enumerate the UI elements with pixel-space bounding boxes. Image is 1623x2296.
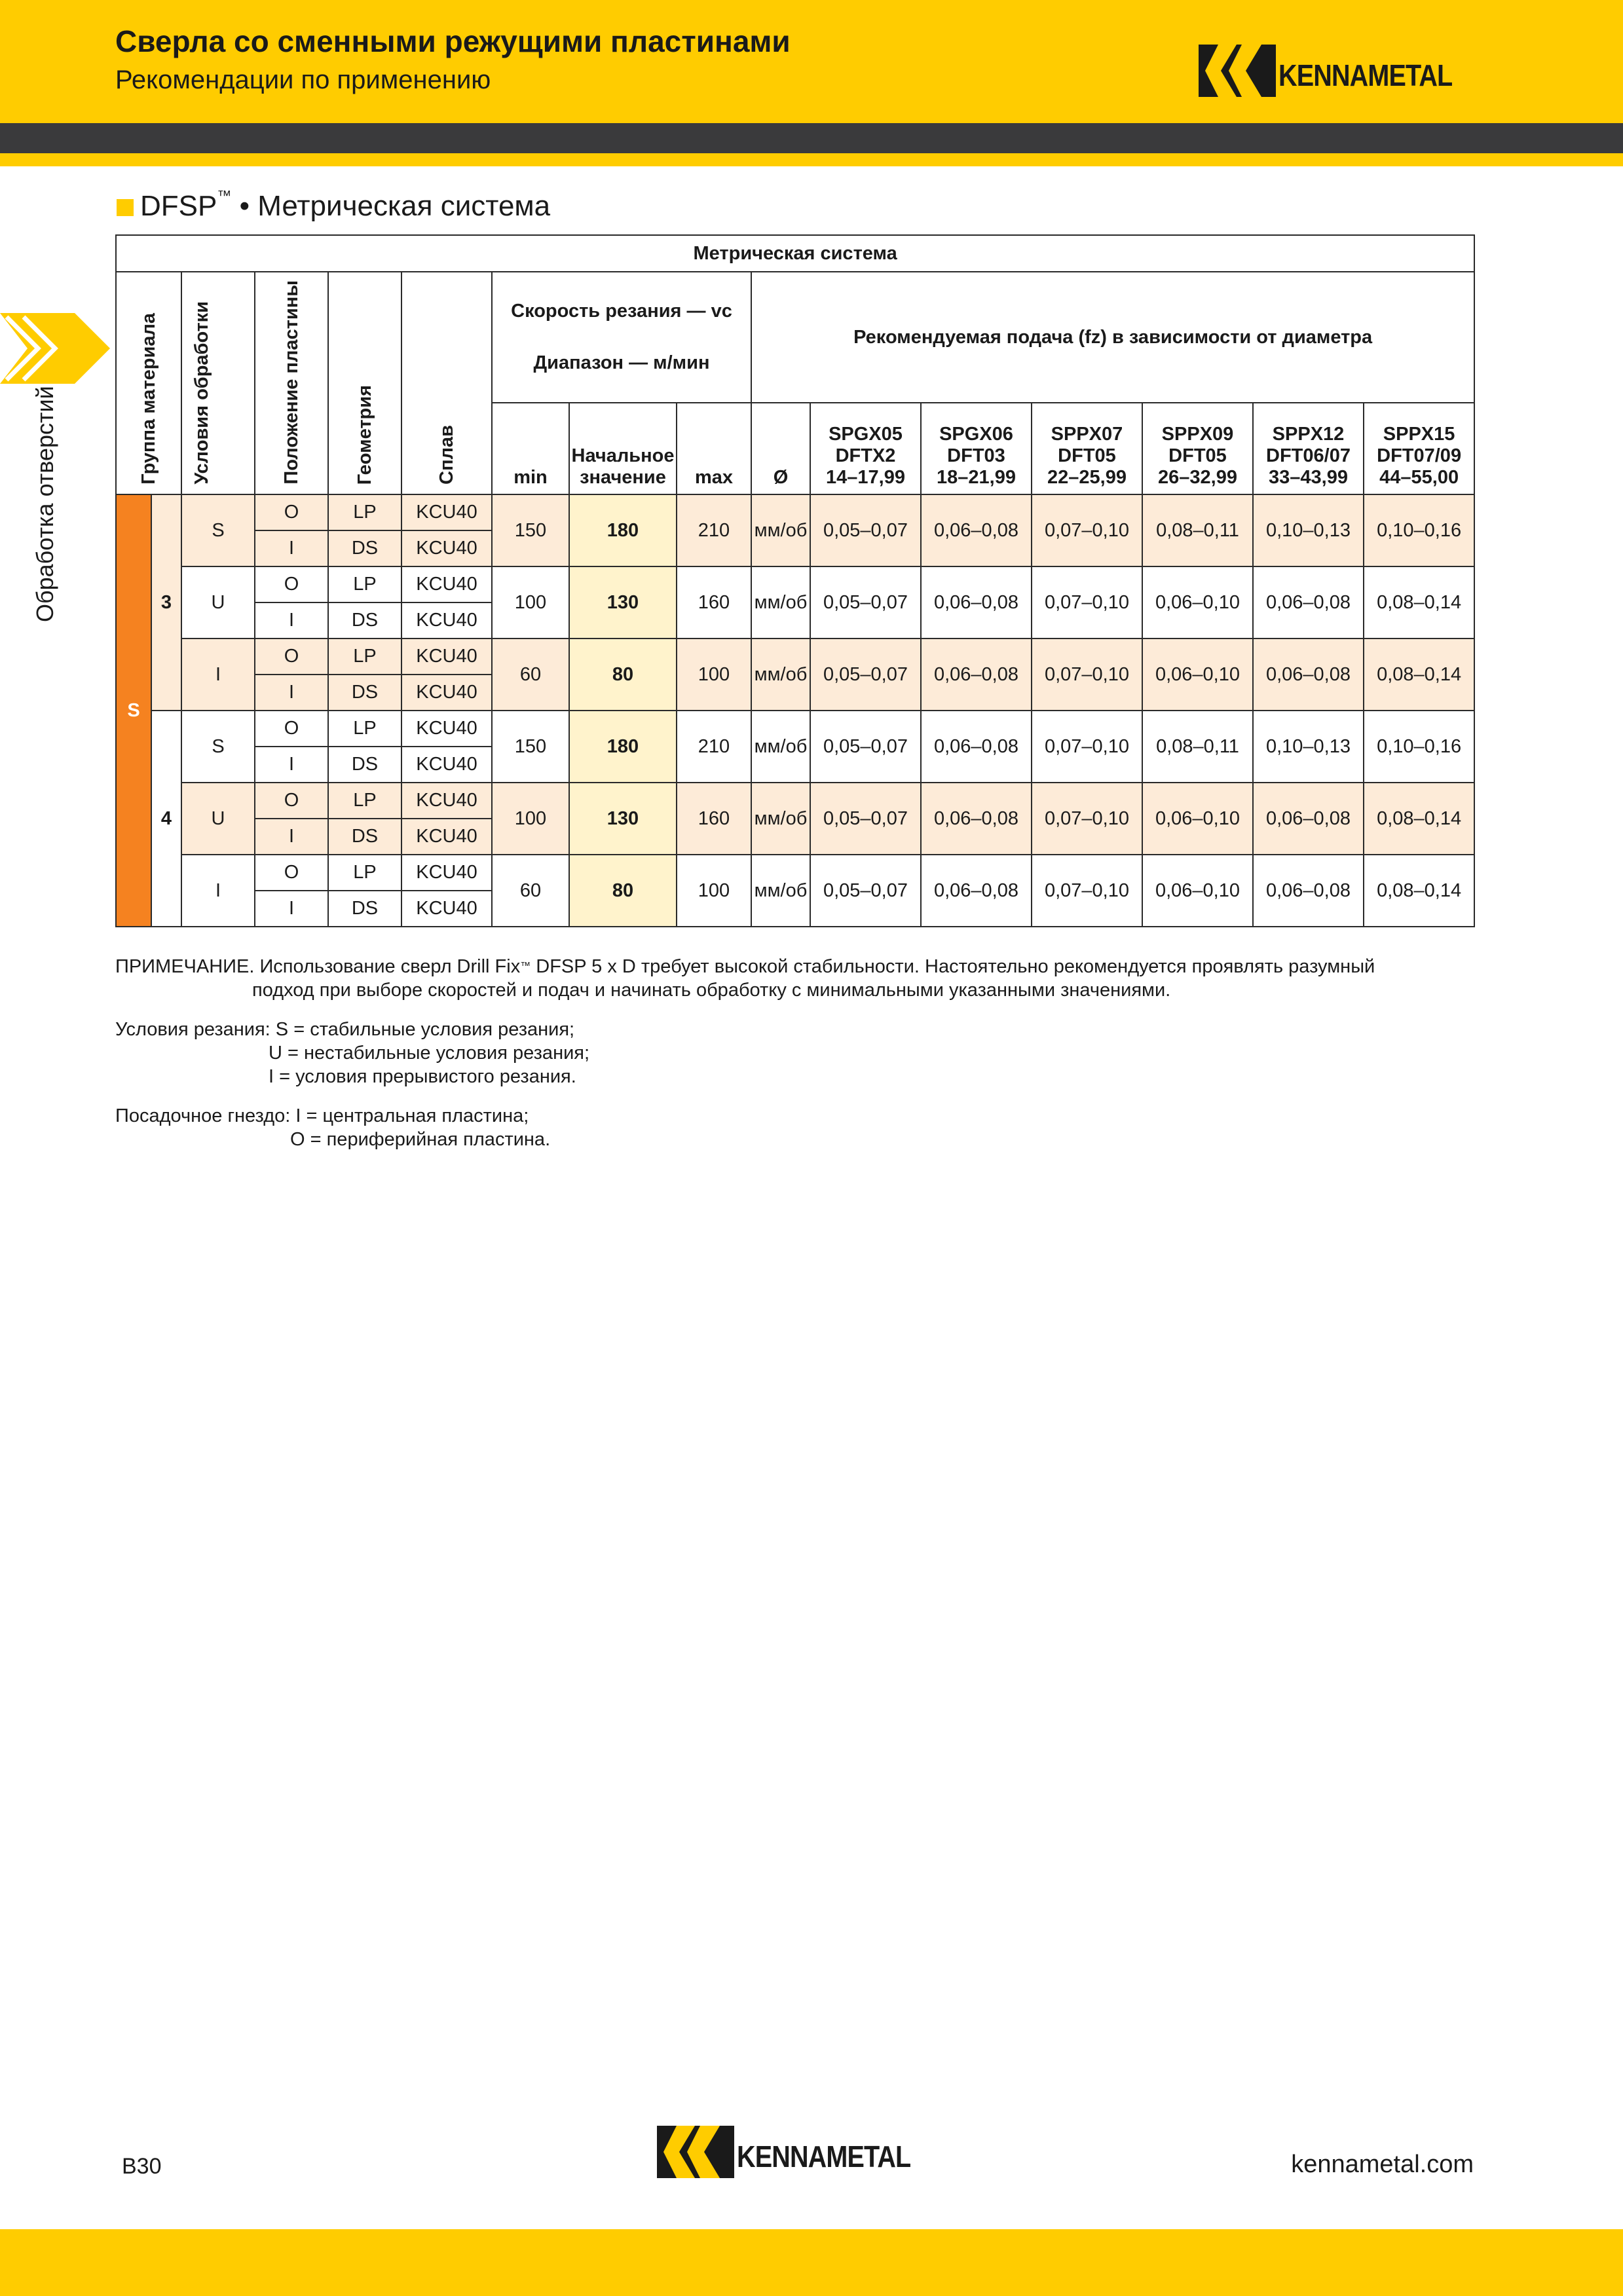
- seat-legend-line: Посадочное гнездо: I = центральная пластина;: [115, 1105, 529, 1126]
- side-chevron-icon: [0, 313, 110, 384]
- feed-cell: 0,06–0,08: [1253, 639, 1364, 711]
- grade-cell: KCU40: [401, 783, 492, 819]
- kennametal-logo[interactable]: [1199, 45, 1481, 97]
- feed-cell: 0,08–0,11: [1142, 711, 1253, 783]
- brand-wordmark: KENNAMETAL: [1278, 58, 1453, 92]
- footer-kennametal-logo[interactable]: [657, 2126, 939, 2178]
- seat-legend-line: O = периферийная пластина.: [290, 1129, 551, 1150]
- header-size: SPPX07 DFT05 22–25,99: [1032, 403, 1142, 494]
- grade-cell: KCU40: [401, 711, 492, 747]
- speed-min-cell: 60: [492, 855, 569, 927]
- feed-cell: 0,05–0,07: [810, 783, 921, 855]
- trademark-mark: ™: [520, 961, 531, 972]
- table-row: [116, 783, 1474, 819]
- header-max: max: [677, 403, 751, 494]
- speed-max-cell: 100: [677, 639, 751, 711]
- speed-min-cell: 150: [492, 711, 569, 783]
- header-conditions: Условия обработки: [181, 272, 255, 494]
- grade-cell: KCU40: [401, 747, 492, 783]
- unit-cell: мм/об: [751, 494, 810, 566]
- speed-max-cell: 210: [677, 494, 751, 566]
- feed-cell: 0,07–0,10: [1032, 711, 1142, 783]
- speed-start-cell: 130: [569, 566, 677, 639]
- grade-cell: KCU40: [401, 566, 492, 602]
- feed-cell: 0,10–0,16: [1364, 494, 1474, 566]
- section-name: DFSP: [140, 190, 217, 222]
- table-row: [116, 566, 1474, 602]
- speed-start-cell: 180: [569, 711, 677, 783]
- unit-cell: мм/об: [751, 711, 810, 783]
- conditions-legend-line: Условия резания: S = стабильные условия резания;: [115, 1019, 575, 1040]
- feed-cell: 0,08–0,11: [1142, 494, 1253, 566]
- kennametal-k-icon: [657, 2126, 734, 2178]
- feed-cell: 0,08–0,14: [1364, 639, 1474, 711]
- header-yellow-stripe: [0, 153, 1623, 166]
- speed-min-cell: 60: [492, 639, 569, 711]
- speed-max-cell: 100: [677, 855, 751, 927]
- footer-band: [0, 2229, 1623, 2296]
- speed-max-cell: 160: [677, 566, 751, 639]
- feed-cell: 0,06–0,10: [1142, 855, 1253, 927]
- feed-cell: 0,07–0,10: [1032, 855, 1142, 927]
- feed-cell: 0,08–0,14: [1364, 855, 1474, 927]
- geometry-cell: LP: [328, 566, 401, 602]
- position-cell: I: [255, 747, 328, 783]
- feed-cell: 0,05–0,07: [810, 711, 921, 783]
- subgroup-cell: 3: [151, 494, 181, 711]
- position-cell: I: [255, 675, 328, 711]
- feed-cell: 0,10–0,16: [1364, 711, 1474, 783]
- feed-cell: 0,06–0,08: [921, 711, 1032, 783]
- header-grade: Сплав: [401, 272, 492, 494]
- geometry-cell: DS: [328, 819, 401, 855]
- geometry-cell: LP: [328, 639, 401, 675]
- position-cell: O: [255, 639, 328, 675]
- speed-max-cell: 210: [677, 711, 751, 783]
- grade-cell: KCU40: [401, 602, 492, 639]
- header-min: min: [492, 403, 569, 494]
- table-row: [116, 639, 1474, 675]
- feed-cell: 0,06–0,10: [1142, 566, 1253, 639]
- feed-cell: 0,07–0,10: [1032, 494, 1142, 566]
- trademark-mark: ™: [217, 187, 232, 204]
- header-size: SPPX09 DFT05 26–32,99: [1142, 403, 1253, 494]
- grade-cell: KCU40: [401, 494, 492, 530]
- kennametal-k-icon: [1199, 45, 1276, 97]
- speed-min-cell: 100: [492, 566, 569, 639]
- feed-cell: 0,05–0,07: [810, 639, 921, 711]
- website-link[interactable]: kennametal.com: [1291, 2151, 1474, 2178]
- grade-cell: KCU40: [401, 639, 492, 675]
- speed-start-cell: 130: [569, 783, 677, 855]
- position-cell: I: [255, 602, 328, 639]
- condition-cell: U: [181, 566, 255, 639]
- header-dark-stripe: [0, 123, 1623, 153]
- header-start: Начальное значение: [569, 403, 677, 494]
- position-cell: O: [255, 855, 328, 891]
- position-cell: O: [255, 711, 328, 747]
- note-line: ПРИМЕЧАНИЕ. Использование сверл Drill Fix™ DFSP 5 x D требует высокой стабильности. Настоятельно рекомендуется проявлять разумный: [115, 956, 1375, 977]
- condition-cell: S: [181, 494, 255, 566]
- grade-cell: KCU40: [401, 675, 492, 711]
- feed-cell: 0,10–0,13: [1253, 494, 1364, 566]
- condition-cell: S: [181, 711, 255, 783]
- unit-cell: мм/об: [751, 855, 810, 927]
- speed-start-cell: 180: [569, 494, 677, 566]
- section-title: [140, 187, 551, 223]
- header-size: SPGX05 DFTX2 14–17,99: [810, 403, 921, 494]
- speed-min-cell: 150: [492, 494, 569, 566]
- geometry-cell: DS: [328, 891, 401, 927]
- page-number: B30: [122, 2154, 162, 2179]
- position-cell: I: [255, 530, 328, 566]
- feed-cell: 0,10–0,13: [1253, 711, 1364, 783]
- speed-min-cell: 100: [492, 783, 569, 855]
- section-marker-icon: [117, 199, 134, 216]
- grade-cell: KCU40: [401, 819, 492, 855]
- header-diameter: Ø: [751, 403, 810, 494]
- side-tab-label: Обработка отверстий: [31, 386, 58, 622]
- position-cell: O: [255, 494, 328, 530]
- feed-cell: 0,07–0,10: [1032, 566, 1142, 639]
- page-subtitle: Рекомендации по применению: [115, 65, 491, 94]
- header-size: SPGX06 DFT03 18–21,99: [921, 403, 1032, 494]
- geometry-cell: DS: [328, 747, 401, 783]
- geometry-cell: LP: [328, 855, 401, 891]
- brand-wordmark: KENNAMETAL: [737, 2139, 911, 2174]
- position-cell: I: [255, 819, 328, 855]
- header-geometry: Геометрия: [328, 272, 401, 494]
- condition-cell: I: [181, 639, 255, 711]
- feed-cell: 0,08–0,14: [1364, 783, 1474, 855]
- feed-cell: 0,05–0,07: [810, 494, 921, 566]
- feed-cell: 0,08–0,14: [1364, 566, 1474, 639]
- geometry-cell: DS: [328, 602, 401, 639]
- table-caption: Метрическая система: [116, 235, 1474, 272]
- subgroup-cell: 4: [151, 711, 181, 927]
- geometry-cell: LP: [328, 494, 401, 530]
- grade-cell: KCU40: [401, 855, 492, 891]
- geometry-cell: LP: [328, 783, 401, 819]
- material-group-cell: S: [116, 494, 151, 927]
- table-row: [116, 494, 1474, 530]
- feed-cell: 0,06–0,10: [1142, 783, 1253, 855]
- unit-cell: мм/об: [751, 566, 810, 639]
- feed-cell: 0,06–0,08: [921, 494, 1032, 566]
- feed-cell: 0,07–0,10: [1032, 783, 1142, 855]
- speed-start-cell: 80: [569, 855, 677, 927]
- speed-max-cell: 160: [677, 783, 751, 855]
- unit-cell: мм/об: [751, 783, 810, 855]
- feed-cell: 0,06–0,08: [921, 783, 1032, 855]
- section-rest: • Метрическая система: [231, 190, 551, 222]
- header-size: SPPX12 DFT06/07 33–43,99: [1253, 403, 1364, 494]
- feed-cell: 0,06–0,08: [1253, 783, 1364, 855]
- header-material-group: Группа материала: [116, 272, 181, 494]
- position-cell: I: [255, 891, 328, 927]
- feed-cell: 0,06–0,08: [1253, 566, 1364, 639]
- feed-cell: 0,06–0,08: [921, 639, 1032, 711]
- conditions-legend-line: U = нестабильные условия резания;: [269, 1043, 590, 1064]
- header-feed: Рекомендуемая подача (fz) в зависимости от диаметра: [751, 272, 1474, 403]
- grade-cell: KCU40: [401, 891, 492, 927]
- feed-cell: 0,06–0,10: [1142, 639, 1253, 711]
- condition-cell: I: [181, 855, 255, 927]
- page-title: Сверла со сменными режущими пластинами: [115, 24, 791, 58]
- position-cell: O: [255, 783, 328, 819]
- conditions-legend-line: I = условия прерывистого резания.: [269, 1066, 576, 1087]
- feed-cell: 0,07–0,10: [1032, 639, 1142, 711]
- condition-cell: U: [181, 783, 255, 855]
- table-row: [116, 711, 1474, 747]
- header-cutting-speed: Скорость резания — vc Диапазон — м/мин: [492, 272, 751, 403]
- geometry-cell: DS: [328, 530, 401, 566]
- position-cell: O: [255, 566, 328, 602]
- feed-cell: 0,05–0,07: [810, 855, 921, 927]
- feed-cell: 0,06–0,08: [1253, 855, 1364, 927]
- table-row: [116, 855, 1474, 891]
- notes-block: [115, 955, 1375, 1151]
- feed-cell: 0,06–0,08: [921, 855, 1032, 927]
- header-insert-position: Положение пластины: [255, 272, 328, 494]
- speed-start-cell: 80: [569, 639, 677, 711]
- header-size: SPPX15 DFT07/09 44–55,00: [1364, 403, 1474, 494]
- grade-cell: KCU40: [401, 530, 492, 566]
- recommendation-table: [115, 234, 1475, 927]
- geometry-cell: DS: [328, 675, 401, 711]
- feed-cell: 0,06–0,08: [921, 566, 1032, 639]
- note-line: подход при выборе скоростей и подач и начинать обработку с минимальными указанными значениями.: [252, 980, 1171, 1001]
- geometry-cell: LP: [328, 711, 401, 747]
- feed-cell: 0,05–0,07: [810, 566, 921, 639]
- unit-cell: мм/об: [751, 639, 810, 711]
